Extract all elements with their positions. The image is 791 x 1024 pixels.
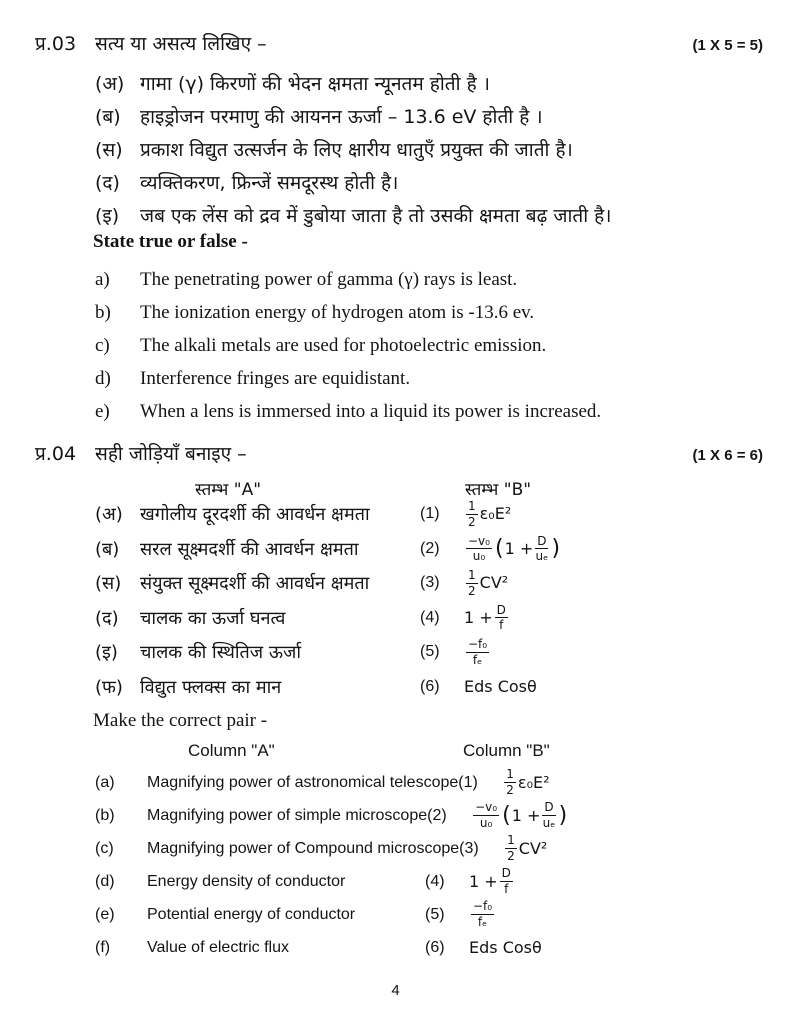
q4-english-column-headers (0, 741, 791, 763)
statement-item-text: The penetrating power of gamma (γ) rays is least. (140, 268, 518, 290)
match-row (95, 635, 781, 670)
statement-item-number: (द) (95, 171, 120, 194)
formula-fraction (495, 604, 508, 632)
statement-item (95, 395, 771, 428)
match-row (95, 532, 781, 567)
question-3-number: प्र.03 (35, 33, 77, 55)
q4-hindi-column-a-header: स्तम्भ "A" (195, 480, 262, 500)
match-column-a-text: विद्युत फ्लक्स का मान (140, 676, 282, 698)
fraction-denominator: u₀ (472, 549, 486, 564)
q4-english-match-list (95, 766, 781, 964)
match-column-a-number: (a) (95, 773, 115, 791)
question-3-title: सत्य या असत्य लिखिए – (95, 33, 267, 55)
fraction-denominator: uₑ (542, 816, 556, 830)
q4-hindi-column-headers (0, 477, 791, 499)
match-row (95, 766, 781, 799)
match-column-a-text: चालक की स्थितिज ऊर्जा (140, 642, 302, 664)
formula-fraction (505, 834, 517, 862)
fraction-numerator: −f₀ (473, 899, 493, 914)
formula-fraction (466, 569, 478, 597)
match-column-a-text: चालक का ऊर्जा घनत्व (140, 607, 286, 629)
statement-item (95, 165, 771, 198)
q4-english-column-a-header: Column "A" (188, 741, 275, 760)
match-row (95, 497, 781, 532)
match-column-a-number: (अ) (95, 504, 123, 526)
match-column-b-formula (464, 604, 781, 632)
formula-fraction (466, 500, 478, 528)
question-4-title: सही जोड़ियाँ बनाइए – (95, 443, 247, 465)
q3-english-statements (95, 263, 771, 428)
match-column-b-formula (469, 937, 781, 957)
question-4-number: प्र.04 (35, 443, 77, 465)
match-column-b-formula (464, 638, 781, 666)
match-column-b-formula (464, 535, 781, 563)
match-column-a-number: (स) (95, 573, 122, 595)
formula-text: CV² (518, 838, 548, 858)
match-row (95, 670, 781, 705)
q3-hindi-statements (95, 66, 771, 231)
fraction-numerator: −v₀ (475, 800, 498, 815)
q4-hindi-column-b-header: स्तम्भ "B" (465, 480, 532, 500)
fraction-denominator: fₑ (477, 915, 488, 929)
formula-paren: ( (494, 535, 504, 561)
match-column-b-formula (503, 834, 781, 862)
statement-item (95, 66, 771, 99)
formula-text: Eds Cosθ (469, 937, 542, 957)
formula-text: 1 + (504, 538, 534, 558)
formula-text: 1 + (464, 607, 493, 627)
match-column-b-number: (3) (420, 574, 440, 592)
match-row (95, 832, 781, 865)
formula-paren: ) (551, 535, 561, 561)
statement-item-number: b) (95, 301, 111, 323)
fraction-denominator: 2 (506, 783, 514, 797)
formula-text: ε₀E² (479, 504, 512, 524)
statement-item-number: a) (95, 268, 110, 290)
match-column-a-number: (f) (95, 938, 111, 956)
statement-item-text: Interference fringes are equidistant. (140, 367, 411, 389)
statement-item (95, 362, 771, 395)
fraction-denominator: f (504, 882, 509, 896)
match-row (95, 566, 781, 601)
match-column-b-formula (469, 900, 781, 928)
fraction-numerator: D (496, 602, 506, 617)
fraction-denominator: fₑ (472, 652, 483, 667)
statement-item-text: जब एक लेंस को द्रव में डुबोया जाता है तो उसकी क्षमता बढ़ जाती है। (140, 204, 612, 227)
fraction-numerator: −v₀ (468, 533, 490, 548)
question-4-header (35, 440, 763, 466)
formula-fraction (466, 535, 492, 563)
statement-item (95, 132, 771, 165)
statement-item-text: गामा (γ) किरणों की भेदन क्षमता न्यूनतम होती है । (140, 72, 490, 95)
formula-text: Eds Cosθ (464, 676, 537, 696)
formula-fraction (535, 535, 548, 563)
fraction-denominator: 2 (507, 849, 515, 863)
match-column-a-number: (इ) (95, 642, 118, 664)
statement-item (95, 99, 771, 132)
formula-fraction (471, 900, 494, 928)
match-column-a-number: (e) (95, 905, 115, 923)
fraction-numerator: D (544, 800, 554, 815)
fraction-numerator: 1 (468, 568, 476, 583)
match-column-b-number: (5) (420, 643, 440, 661)
formula-fraction (542, 801, 555, 829)
question-4-marks: (1 X 6 = 6) (692, 447, 763, 464)
match-row (95, 799, 781, 832)
formula-fraction (504, 768, 516, 796)
formula-fraction (466, 638, 489, 666)
match-column-b-formula (502, 768, 781, 796)
formula-paren: ( (502, 802, 511, 828)
statement-item (95, 329, 771, 362)
match-column-a-number: (d) (95, 872, 115, 890)
match-row (95, 601, 781, 636)
q4-hindi-match-list (95, 497, 781, 704)
formula-fraction (473, 801, 499, 829)
match-column-a-text: Magnifying power of Compound microscope (147, 839, 460, 857)
formula-text: ε₀E² (517, 772, 550, 792)
match-column-b-number: (6) (420, 677, 440, 695)
match-column-b-number: (2) (420, 539, 440, 557)
match-column-a-number: (द) (95, 607, 119, 629)
statement-item-text: हाइड्रोजन परमाणु की आयनन ऊर्जा – 13.6 eV होती है । (140, 105, 543, 128)
fraction-denominator: u₀ (479, 816, 493, 830)
q4-english-column-b-header: Column "B" (463, 741, 550, 760)
fraction-denominator: 2 (468, 583, 476, 598)
statement-item-number: e) (95, 400, 110, 422)
formula-text: CV² (479, 573, 509, 593)
statement-item (95, 263, 771, 296)
page-number: 4 (391, 982, 400, 999)
match-column-a-text: Energy density of conductor (147, 872, 346, 890)
statement-item-number: (इ) (95, 204, 120, 227)
statement-item-text: व्यक्तिकरण, फ्रिन्जें समदूरस्थ होती है। (140, 171, 399, 194)
match-column-a-number: (c) (95, 839, 114, 857)
match-column-a-number: (फ) (95, 676, 123, 698)
match-column-b-formula (469, 867, 781, 895)
formula-text: 1 + (511, 805, 541, 825)
match-column-a-number: (b) (95, 806, 115, 824)
match-column-a-text: Value of electric flux (147, 938, 289, 956)
fraction-numerator: D (537, 533, 547, 548)
statement-item (95, 296, 771, 329)
match-column-b-number: (3) (459, 839, 479, 857)
match-column-a-text: Potential energy of conductor (147, 905, 356, 923)
q4-english-heading: Make the correct pair - (93, 710, 268, 731)
match-column-a-number: (ब) (95, 538, 120, 560)
statement-item-number: d) (95, 367, 111, 389)
statement-item-number: c) (95, 334, 110, 356)
statement-item-text: The ionization energy of hydrogen atom is -13.6 ev. (140, 301, 535, 323)
match-column-a-text: Magnifying power of astronomical telescope (147, 773, 459, 791)
match-column-b-formula (471, 801, 781, 829)
match-column-b-number: (1) (458, 773, 478, 791)
q3-english-heading: State true or false - (93, 231, 248, 252)
match-row (95, 865, 781, 898)
fraction-denominator: f (499, 618, 504, 633)
statement-item-text: प्रकाश विद्युत उत्सर्जन के लिए क्षारीय धातुएँ प्रयुक्त की जाती है। (140, 138, 573, 161)
match-column-b-number: (1) (420, 505, 440, 523)
statement-item-number: (अ) (95, 72, 125, 95)
match-row (95, 931, 781, 964)
match-column-a-text: सरल सूक्ष्मदर्शी की आवर्धन क्षमता (140, 538, 359, 560)
fraction-numerator: D (501, 866, 511, 881)
fraction-numerator: 1 (507, 833, 515, 848)
match-column-b-formula (464, 676, 781, 696)
fraction-denominator: uₑ (535, 549, 549, 564)
match-column-b-formula (464, 569, 781, 597)
match-column-b-number: (4) (425, 872, 445, 890)
match-column-a-text: Magnifying power of simple microscope (147, 806, 428, 824)
fraction-numerator: −f₀ (468, 637, 488, 652)
match-column-b-number: (5) (425, 905, 445, 923)
fraction-denominator: 2 (468, 514, 476, 529)
match-column-b-number: (6) (425, 938, 445, 956)
match-column-a-text: खगोलीय दूरदर्शी की आवर्धन क्षमता (140, 504, 370, 526)
formula-paren: ) (558, 802, 568, 828)
question-3-header (35, 30, 763, 56)
match-row (95, 898, 781, 931)
statement-item (95, 198, 771, 231)
formula-fraction (500, 867, 513, 895)
formula-text: 1 + (469, 871, 498, 891)
fraction-numerator: 1 (468, 499, 476, 514)
match-column-b-formula (464, 500, 781, 528)
match-column-b-number: (2) (427, 806, 447, 824)
match-column-a-text: संयुक्त सूक्ष्मदर्शी की आवर्धन क्षमता (140, 573, 370, 595)
question-3-marks: (1 X 5 = 5) (692, 37, 763, 54)
statement-item-number: (ब) (95, 105, 121, 128)
fraction-numerator: 1 (506, 767, 514, 782)
statement-item-number: (स) (95, 138, 123, 161)
match-column-b-number: (4) (420, 608, 440, 626)
statement-item-text: The alkali metals are used for photoelectric emission. (140, 334, 547, 356)
statement-item-text: When a lens is immersed into a liquid its power is increased. (140, 400, 602, 422)
